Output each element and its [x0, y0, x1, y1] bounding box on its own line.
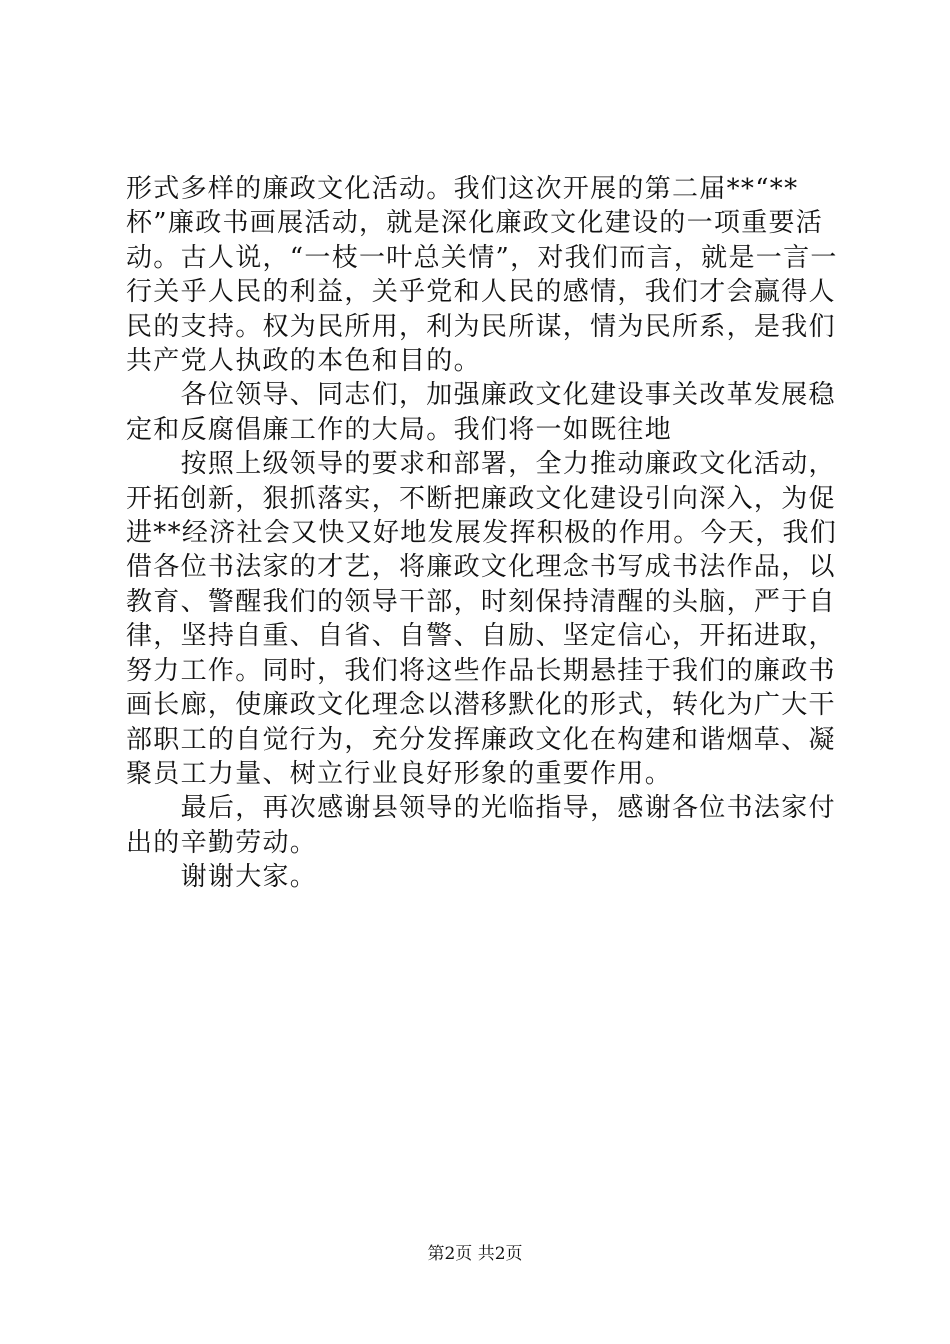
- paragraph-thanks: 最后，再次感谢县领导的光临指导，感谢各位书法家付出的辛勤劳动。: [126, 793, 836, 858]
- paragraph-deployment: 按照上级领导的要求和部署，全力推动廉政文化活动，开拓创新，狠抓落实，不断把廉政文化建设引向深入，为促进**经济社会又快又好地发展发挥积极的作用。今天，我们借各位书法家的才艺，将廉政文化理念书写成书法作品，以教育、警醒我们的领导干部，时刻保持清醒的头脑，严于自律，坚持自重、自省、自警、自励、坚定信心，开拓进取，努力工作。同时，我们将这些作品长期悬挂于我们的廉政书画长廊，使廉政文化理念以潜移默化的形式，转化为广大干部职工的自觉行为，充分发挥廉政文化在构建和谐烟草、凝聚员工力量、树立行业良好形象的重要作用。: [126, 449, 838, 789]
- document-body: [126, 172, 846, 895]
- page-footer: 第2页 共2页: [427, 1244, 523, 1264]
- paragraph-intro: 形式多样的廉政文化活动。我们这次开展的第二届**“**杯”廉政书画展活动，就是深化廉政文化建设的一项重要活动。古人说，“一枝一叶总关情”，对我们而言，就是一言一行关乎人民的利益，关乎党和人民的感情，我们才会赢得人民的支持。权为民所用，利为民所谋，情为民所系，是我们共产党人执政的本色和目的。: [126, 174, 838, 377]
- paragraph-closing: 谢谢大家。: [126, 862, 318, 893]
- paragraph-leaders: 各位领导、同志们，加强廉政文化建设事关改革发展稳定和反腐倡廉工作的大局。我们将一如既往地: [126, 380, 836, 445]
